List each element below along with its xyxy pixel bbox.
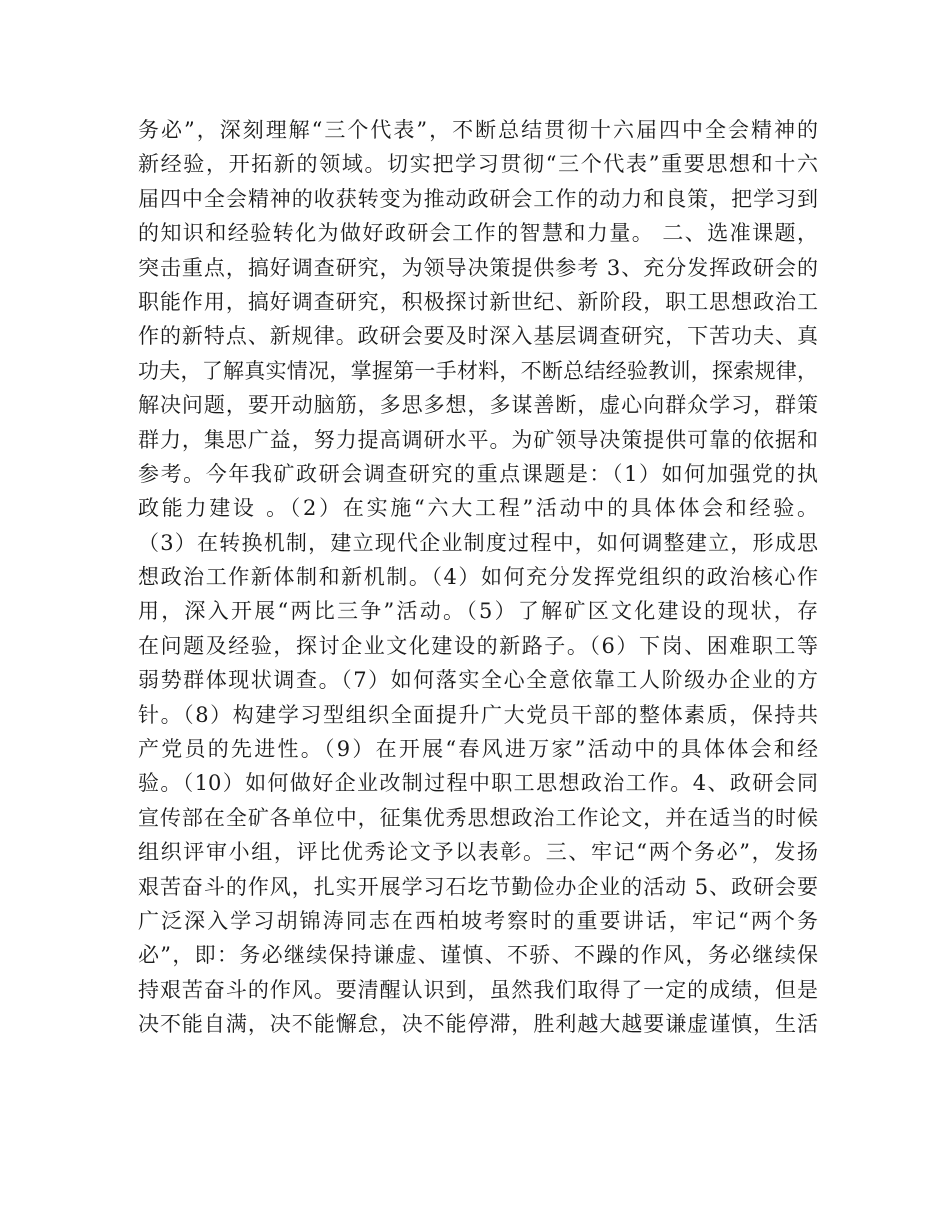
text-line: 作的新特点、新规律。政研会要及时深入基层调查研究，下苦功夫、真 xyxy=(138,324,818,349)
text-line: 功夫，了解真实情况，掌握第一手材料，不断总结经验教训，探索规律， xyxy=(138,358,818,383)
text-line: 突击重点，搞好调查研究，为领导决策提供参考 3、充分发挥政研会的 xyxy=(138,255,818,280)
text-line: 用，深入开展“两比三争”活动。（5）了解矿区文化建设的现状，存 xyxy=(138,599,818,624)
text-line: 的知识和经验转化为做好政研会工作的智慧和力量。 二、选准课题， xyxy=(138,221,818,246)
text-line: 群力，集思广益，努力提高调研水平。为矿领导决策提供可靠的依据和 xyxy=(138,427,818,452)
text-line: 组织评审小组，评比优秀论文予以表彰。三、牢记“两个务必”，发扬 xyxy=(138,840,818,865)
text-line: 广泛深入学习胡锦涛同志在西柏坡考察时的重要讲话，牢记“两个务 xyxy=(138,908,818,933)
text-line: 解决问题，要开动脑筋，多思多想，多谋善断，虚心向群众学习，群策 xyxy=(138,393,818,418)
text-line: 决不能自满，决不能懈怠，决不能停滞，胜利越大越要谦虚谨慎，生活 xyxy=(138,1012,818,1037)
text-line: 新经验，开拓新的领域。切实把学习贯彻“三个代表”重要思想和十六 xyxy=(138,152,818,177)
text-line: 参考。今年我矿政研会调查研究的重点课题是：（1）如何加强党的执 xyxy=(138,461,818,486)
text-line: 弱势群体现状调查。（7）如何落实全心全意依靠工人阶级办企业的方 xyxy=(138,668,818,693)
text-line: 届四中全会精神的收获转变为推动政研会工作的动力和良策，把学习到 xyxy=(138,186,818,211)
text-line: 必”，即：务必继续保持谦虚、谨慎、不骄、不躁的作风，务必继续保 xyxy=(138,943,818,968)
body-text xyxy=(138,113,818,1042)
text-line: 在问题及经验，探讨企业文化建设的新路子。（6）下岗、困难职工等 xyxy=(138,633,818,658)
text-line: 务必”，深刻理解“三个代表”，不断总结贯彻十六届四中全会精神的 xyxy=(138,118,818,142)
text-line: 宣传部在全矿各单位中，征集优秀思想政治工作论文，并在适当的时候 xyxy=(138,805,818,830)
text-line: 艰苦奋斗的作风，扎实开展学习石圪节勤俭办企业的活动 5、政研会要 xyxy=(138,874,818,899)
text-line: 产党员的先进性。（9）在开展“春风进万家”活动中的具体体会和经 xyxy=(138,737,818,762)
text-line: 政能力建设 。（2）在实施“六大工程”活动中的具体体会和经验。 xyxy=(138,496,818,521)
text-line: 想政治工作新体制和新机制。（4）如何充分发挥党组织的政治核心作 xyxy=(138,565,818,590)
text-line: （3）在转换机制，建立现代企业制度过程中，如何调整建立，形成思 xyxy=(138,530,818,555)
text-line: 职能作用，搞好调查研究，积极探讨新世纪、新阶段，职工思想政治工 xyxy=(138,289,818,314)
text-line: 验。（10）如何做好企业改制过程中职工思想政治工作。4、政研会同 xyxy=(138,771,818,796)
text-line: 持艰苦奋斗的作风。要清醒认识到，虽然我们取得了一定的成绩，但是 xyxy=(138,977,818,1002)
text-line: 针。（8）构建学习型组织全面提升广大党员干部的整体素质，保持共 xyxy=(138,702,818,727)
